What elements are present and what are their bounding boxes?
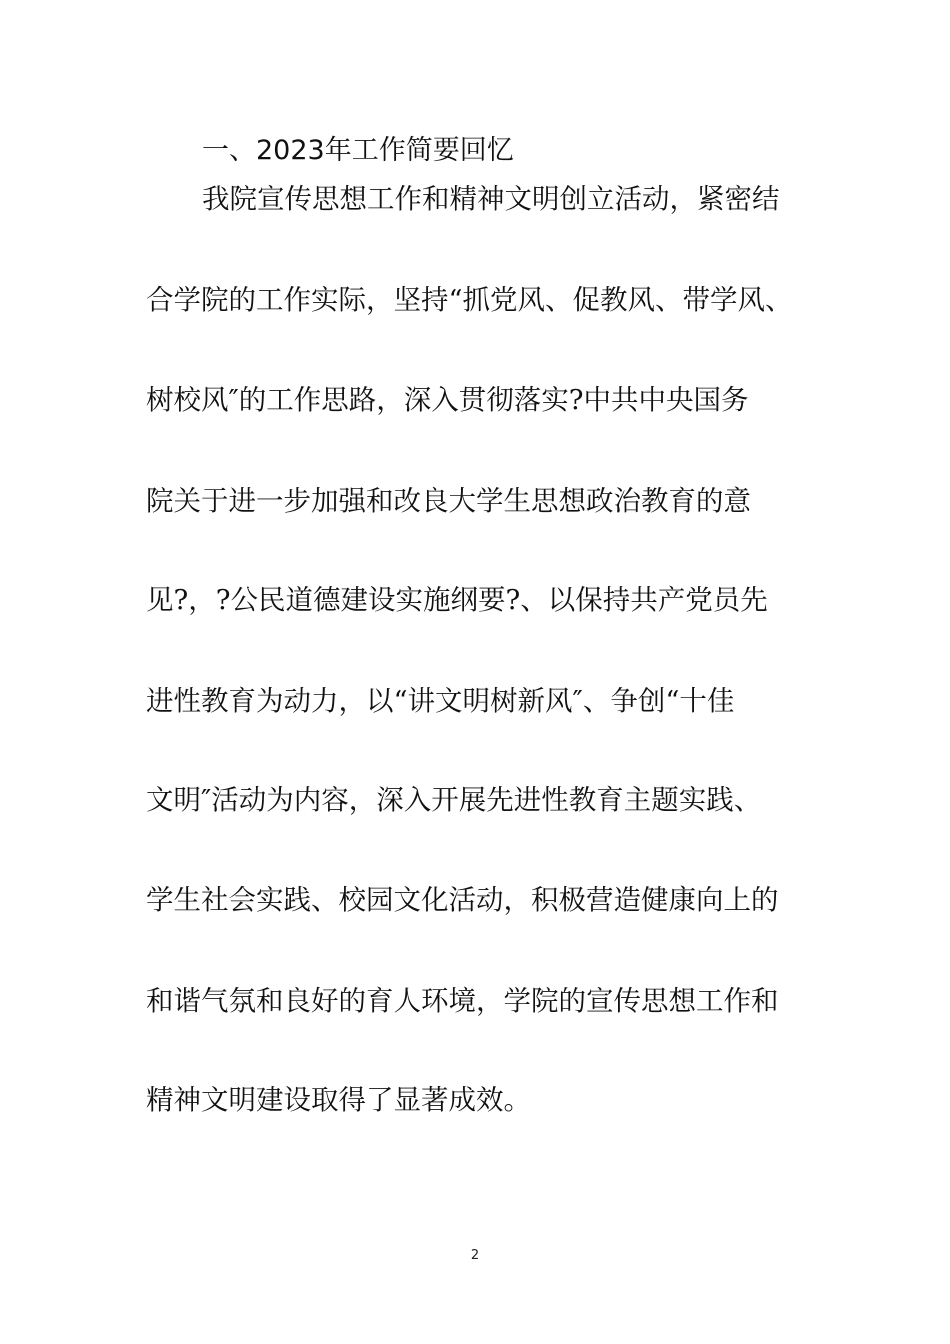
paragraph-line-8: 学生社会实践、校园文化活动，积极营造健康向上的: [146, 884, 779, 916]
paragraph-line-6: 进性教育为动力，以“讲文明树新风″、争创“十佳: [146, 685, 735, 717]
paragraph-line-3: 树校风″的工作思路，深入贯彻落实?中共中央国务: [146, 384, 749, 416]
paragraph-line-5: 见?，?公民道德建设实施纲要?、以保持共产党员先: [146, 584, 768, 616]
paragraph-line-2: 合学院的工作实际，坚持“抓党风、促教风、带学风、: [146, 284, 793, 316]
page-number: 2: [470, 1248, 480, 1263]
paragraph-line-7: 文明″活动为内容，深入开展先进性教育主题实践、: [146, 784, 762, 816]
section-heading: 一、2023年工作简要回忆: [202, 135, 514, 166]
paragraph-line-1: 我院宣传思想工作和精神文明创立活动，紧密结: [202, 183, 780, 215]
paragraph-line-4: 院关于进一步加强和改良大学生思想政治教育的意: [146, 485, 751, 517]
paragraph-line-10: 精神文明建设取得了显著成效。: [146, 1084, 531, 1116]
paragraph-line-9: 和谐气氛和良好的育人环境，学院的宣传思想工作和: [146, 985, 779, 1017]
